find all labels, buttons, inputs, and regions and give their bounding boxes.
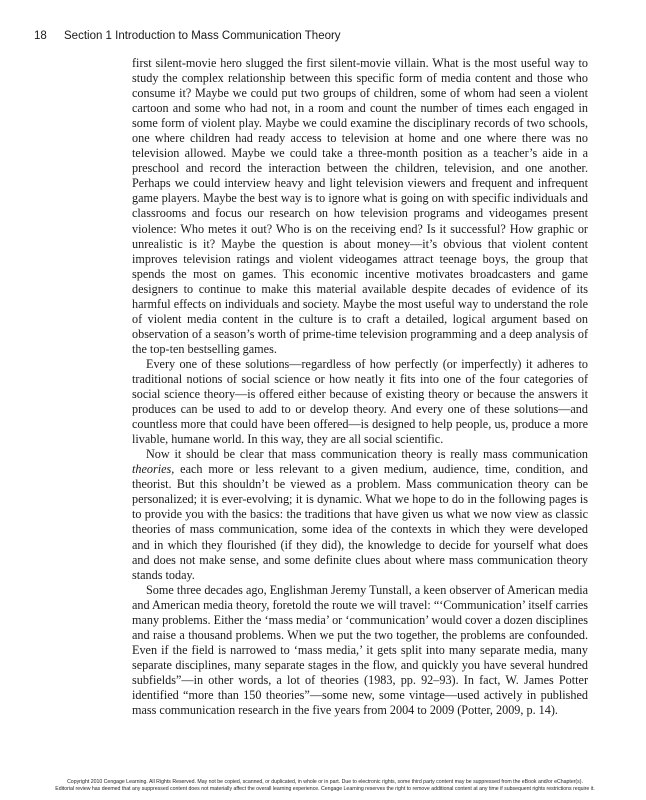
paragraph-4-text: Some three decades ago, Englishman Jeremy Tunstall, a keen observer of American media and American media theory, foretold the route we will travel: “‘Communication’ itself carries many problems. Either the ‘mass media’ or ‘communication’ would cover a dozen disciplines and raise a thousand problems. When we put the two together, the problems are confounded. Even if the field is narrowed to ‘mass media,’ it gets split into many separate media, many separate disciplines, many separate stages in the flow, and quickly you have several hundred subfields”—in other words, a lot of theories (1983, pp. 92–93). In fact, W. James Potter identified “more than 150 theories”—some new, some vintage—used actively in published mass communication research in the five years from 2004 to 2009 (Potter, 2009, p. 14). (132, 582, 588, 718)
paragraph-4 (132, 583, 588, 718)
running-header (34, 30, 341, 42)
paragraph-3-emphasis: theories, (132, 462, 175, 477)
paragraph-1 (132, 56, 588, 357)
running-title: Section 1 Introduction to Mass Communication Theory (64, 30, 341, 42)
paragraph-3-text-end: each more or less relevant to a given medium, audience, time, condition, and theorist. But this shouldn’t be viewed as a problem. Mass communication theory can be personalized; it is ever-evolving; it is dynamic. What we hope to do in the following pages is to provide you with the basics: the traditions that have given us what we now view as classic theories of mass communication, some idea of the contexts in which they were developed and in which they flourished (if they did), the knowledge to decide for yourself what does and does not make sense, and some definite clues about where mass communication theory stands today. (132, 462, 588, 582)
paragraph-3-text-start: Now it should be clear that mass communication theory is really mass communication (146, 447, 588, 462)
copyright-line-1: Copyright 2010 Cengage Learning. All Rights Reserved. May not be copied, scanned, or duplicated, in whole or in part. Due to electronic rights, some third party content may be suppressed from the eBook and/or eChapter(s). (67, 779, 583, 785)
paragraph-1-text: first silent-movie hero slugged the first silent-movie villain. What is the most useful way to study the complex relationship between this specific form of media content and those who consume it? Maybe we could put two groups of children, some of whom had seen a violent cartoon and some who had not, in a room and count the number of times each engaged in some form of violent play. Maybe we could examine the disciplinary records of two schools, one where children had ready access to television at home and one where there was no television allowed. Maybe we could take a three-month position as a teacher’s aide in a preschool and record the interaction between the children, television, and one another. Perhaps we could interview heavy and light television viewers and frequent and infrequent game players. Maybe the best way is to ignore what is going on with specific individuals and classrooms and focus our research on how television programs and videogames present violence: Who metes it out? Who is on the receiving end? Is it successful? How graphic or unrealistic is it? Maybe the question is about money—it’s obvious that violent content improves television ratings and violent videogames attract teenage boys, the group that spends the most on games. This economic incentive motivates broadcasters and game designers to continue to make this material available despite decades of evidence of its harmful effects on individuals and society. Maybe the most useful way to understand the role of violent media content in the culture is to craft a detailed, logical argument based on observation of a season’s worth of prime-time television programming and a deep analysis of the top-ten bestselling games. (132, 56, 588, 356)
page-number: 18 (34, 30, 47, 42)
body-text (132, 56, 588, 718)
paragraph-2-text: Every one of these solutions—regardless of how perfectly (or imperfectly) it adheres to traditional notions of social science or how neatly it fits into one of the four categories of social science theory—is offered either because of existing theory or because the answers it produces can be used to add to or develop theory. And every one of these solutions—and countless more that could have been offered—is designed to help people, us, produce a more livable, humane world. In this way, they are all social scientific. (132, 356, 588, 447)
paragraph-2 (132, 357, 588, 447)
copyright-footer (30, 779, 620, 793)
copyright-line-2: Editorial review has deemed that any suppressed content does not materially affect the overall learning experience. Cengage Learning reserves the right to remove additional content at any time if subsequent rights restrictions require it. (55, 786, 595, 792)
paragraph-3 (132, 447, 588, 582)
